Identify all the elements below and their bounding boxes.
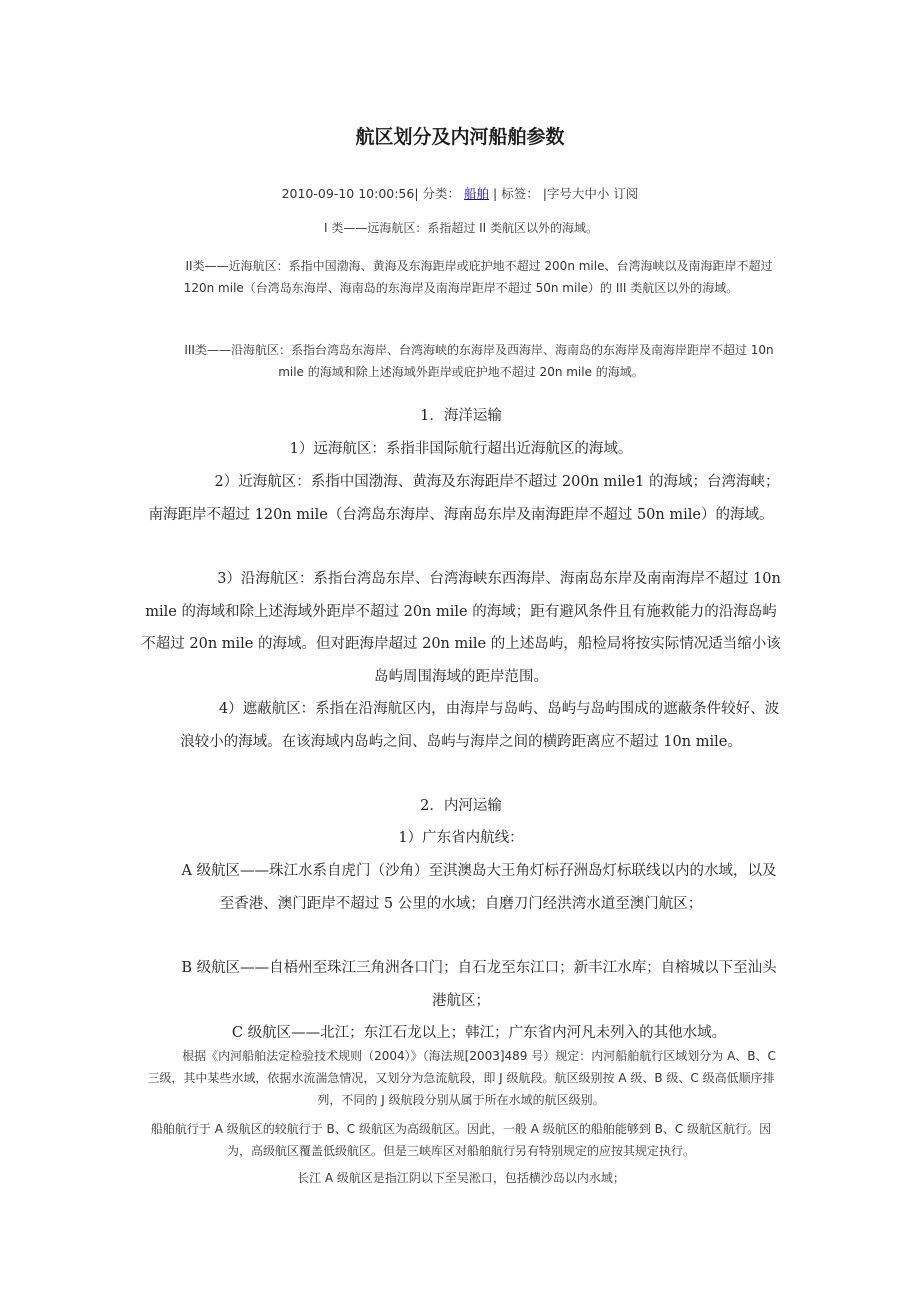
paragraph-regulation: 根据《内河船舶法定检验技术规则（2004）》（海法规[2003]489 号）规定：内河船舶航行区域划分为 A、B、C 三级，其中某些水域，依据水流湍急情况，又划分为急流航段，即 J 级航段。航区级别按 A 级、B 级、C 级高低顺序排列，不同的 J 级航段分别从属于所在水域的航区级别。	[147, 1049, 776, 1107]
post-date: 2010-09-10 10:00:56|	[281, 186, 419, 201]
paragraph-grade-coverage: 船舶航行于 A 级航区的较航行于 B、C 级航区为高级航区。因此，一般 A 级航区的船舶能够到 B、C 级航区航行。因为，高级航区覆盖低级航区。但是三峡库区对船舶航行另有特别规定的应按其规定执行。	[150, 1122, 772, 1158]
post-meta	[0, 184, 920, 202]
paragraph-offshore-area: 2）近海航区：系指中国渤海、黄海及东海距岸不超过 200n mile1 的海域；台湾海峡；南海距岸不超过 120n mile（台湾岛东海岸、海南岛东岸及南海距岸不超过 50n mile）的海域。	[148, 474, 780, 523]
section-heading-inland: 2．内河运输	[420, 798, 502, 814]
intro-class-1: I 类——远海航区：系指超过 II 类航区以外的海域。	[323, 221, 599, 235]
category-link[interactable]: 船舶	[464, 186, 490, 201]
paragraph-coastal-area: 3）沿海航区：系指台湾岛东岸、台湾海峡东西海岸、海南岛东岸及南南海岸不超过 10n mile 的海域和除上述海域外距岸不超过 20n mile 的海域；距有避风条件且有施救能力的沿海岛屿不超过 20n mile 的海域。但对距海岸超过 20n mile 的上述岛屿，船检局将按实际情况适当缩小该岛屿周围海域的距岸范围。	[141, 571, 781, 685]
paragraph-grade-b: B 级航区——自梧州至珠江三角洲各口门；自石龙至东江口；新丰江水库；自榕城以下至汕头港航区；	[181, 960, 777, 1009]
tag-label: | 标签：	[493, 186, 539, 201]
intro-class-3: III类——沿海航区：系指台湾岛东海岸、台湾海峡的东海岸及西海岸、海南岛的东海岸及南海岸距岸不超过 10n mile 的海域和除上述海域外距岸或庇护地不超过 20n mile 的海域。	[184, 343, 774, 379]
paragraph-grade-c: C 级航区——北江；东江石龙以上；韩江；广东省内河凡未列入的其他水域。	[231, 1025, 727, 1041]
paragraph-sheltered-area: 4）遮蔽航区：系指在沿海航区内，由海岸与岛屿、岛屿与岛屿围成的遮蔽条件较好、波浪较小的海域。在该海域内岛屿之间、岛屿与海岸之间的横跨距离应不超过 10n mile。	[180, 701, 780, 750]
paragraph-guangdong-routes: 1）广东省内航线：	[398, 830, 524, 846]
paragraph-yangtze: 长江 A 级航区是指江阴以下至吴淞口，包括横沙岛以内水域；	[297, 1171, 625, 1185]
font-size-subscribe[interactable]: |字号大中小 订阅	[542, 186, 639, 201]
category-label: 分类：	[422, 186, 461, 201]
paragraph-grade-a: A 级航区——珠江水系自虎门（沙角）至淇澳岛大王角灯标孖洲岛灯标联线以内的水域，以及至香港、澳门距岸不超过 5 公里的水域；自磨刀门经洪湾水道至澳门航区；	[181, 863, 777, 912]
paragraph-ocean-area: 1）远海航区：系指非国际航行超出近海航区的海域。	[289, 441, 633, 457]
section-heading-marine: 1．海洋运输	[420, 408, 502, 424]
page-title: 航区划分及内河船舶参数	[355, 126, 565, 148]
intro-class-2: II类——近海航区：系指中国渤海、黄海及东海距岸或庇护地不超过 200n mile、台湾海峡以及南海距岸不超过 120n mile（台湾岛东海岸、海南岛的东海岸及南海岸距岸不超过 50n mile）的 III 类航区以外的海域。	[183, 259, 773, 295]
